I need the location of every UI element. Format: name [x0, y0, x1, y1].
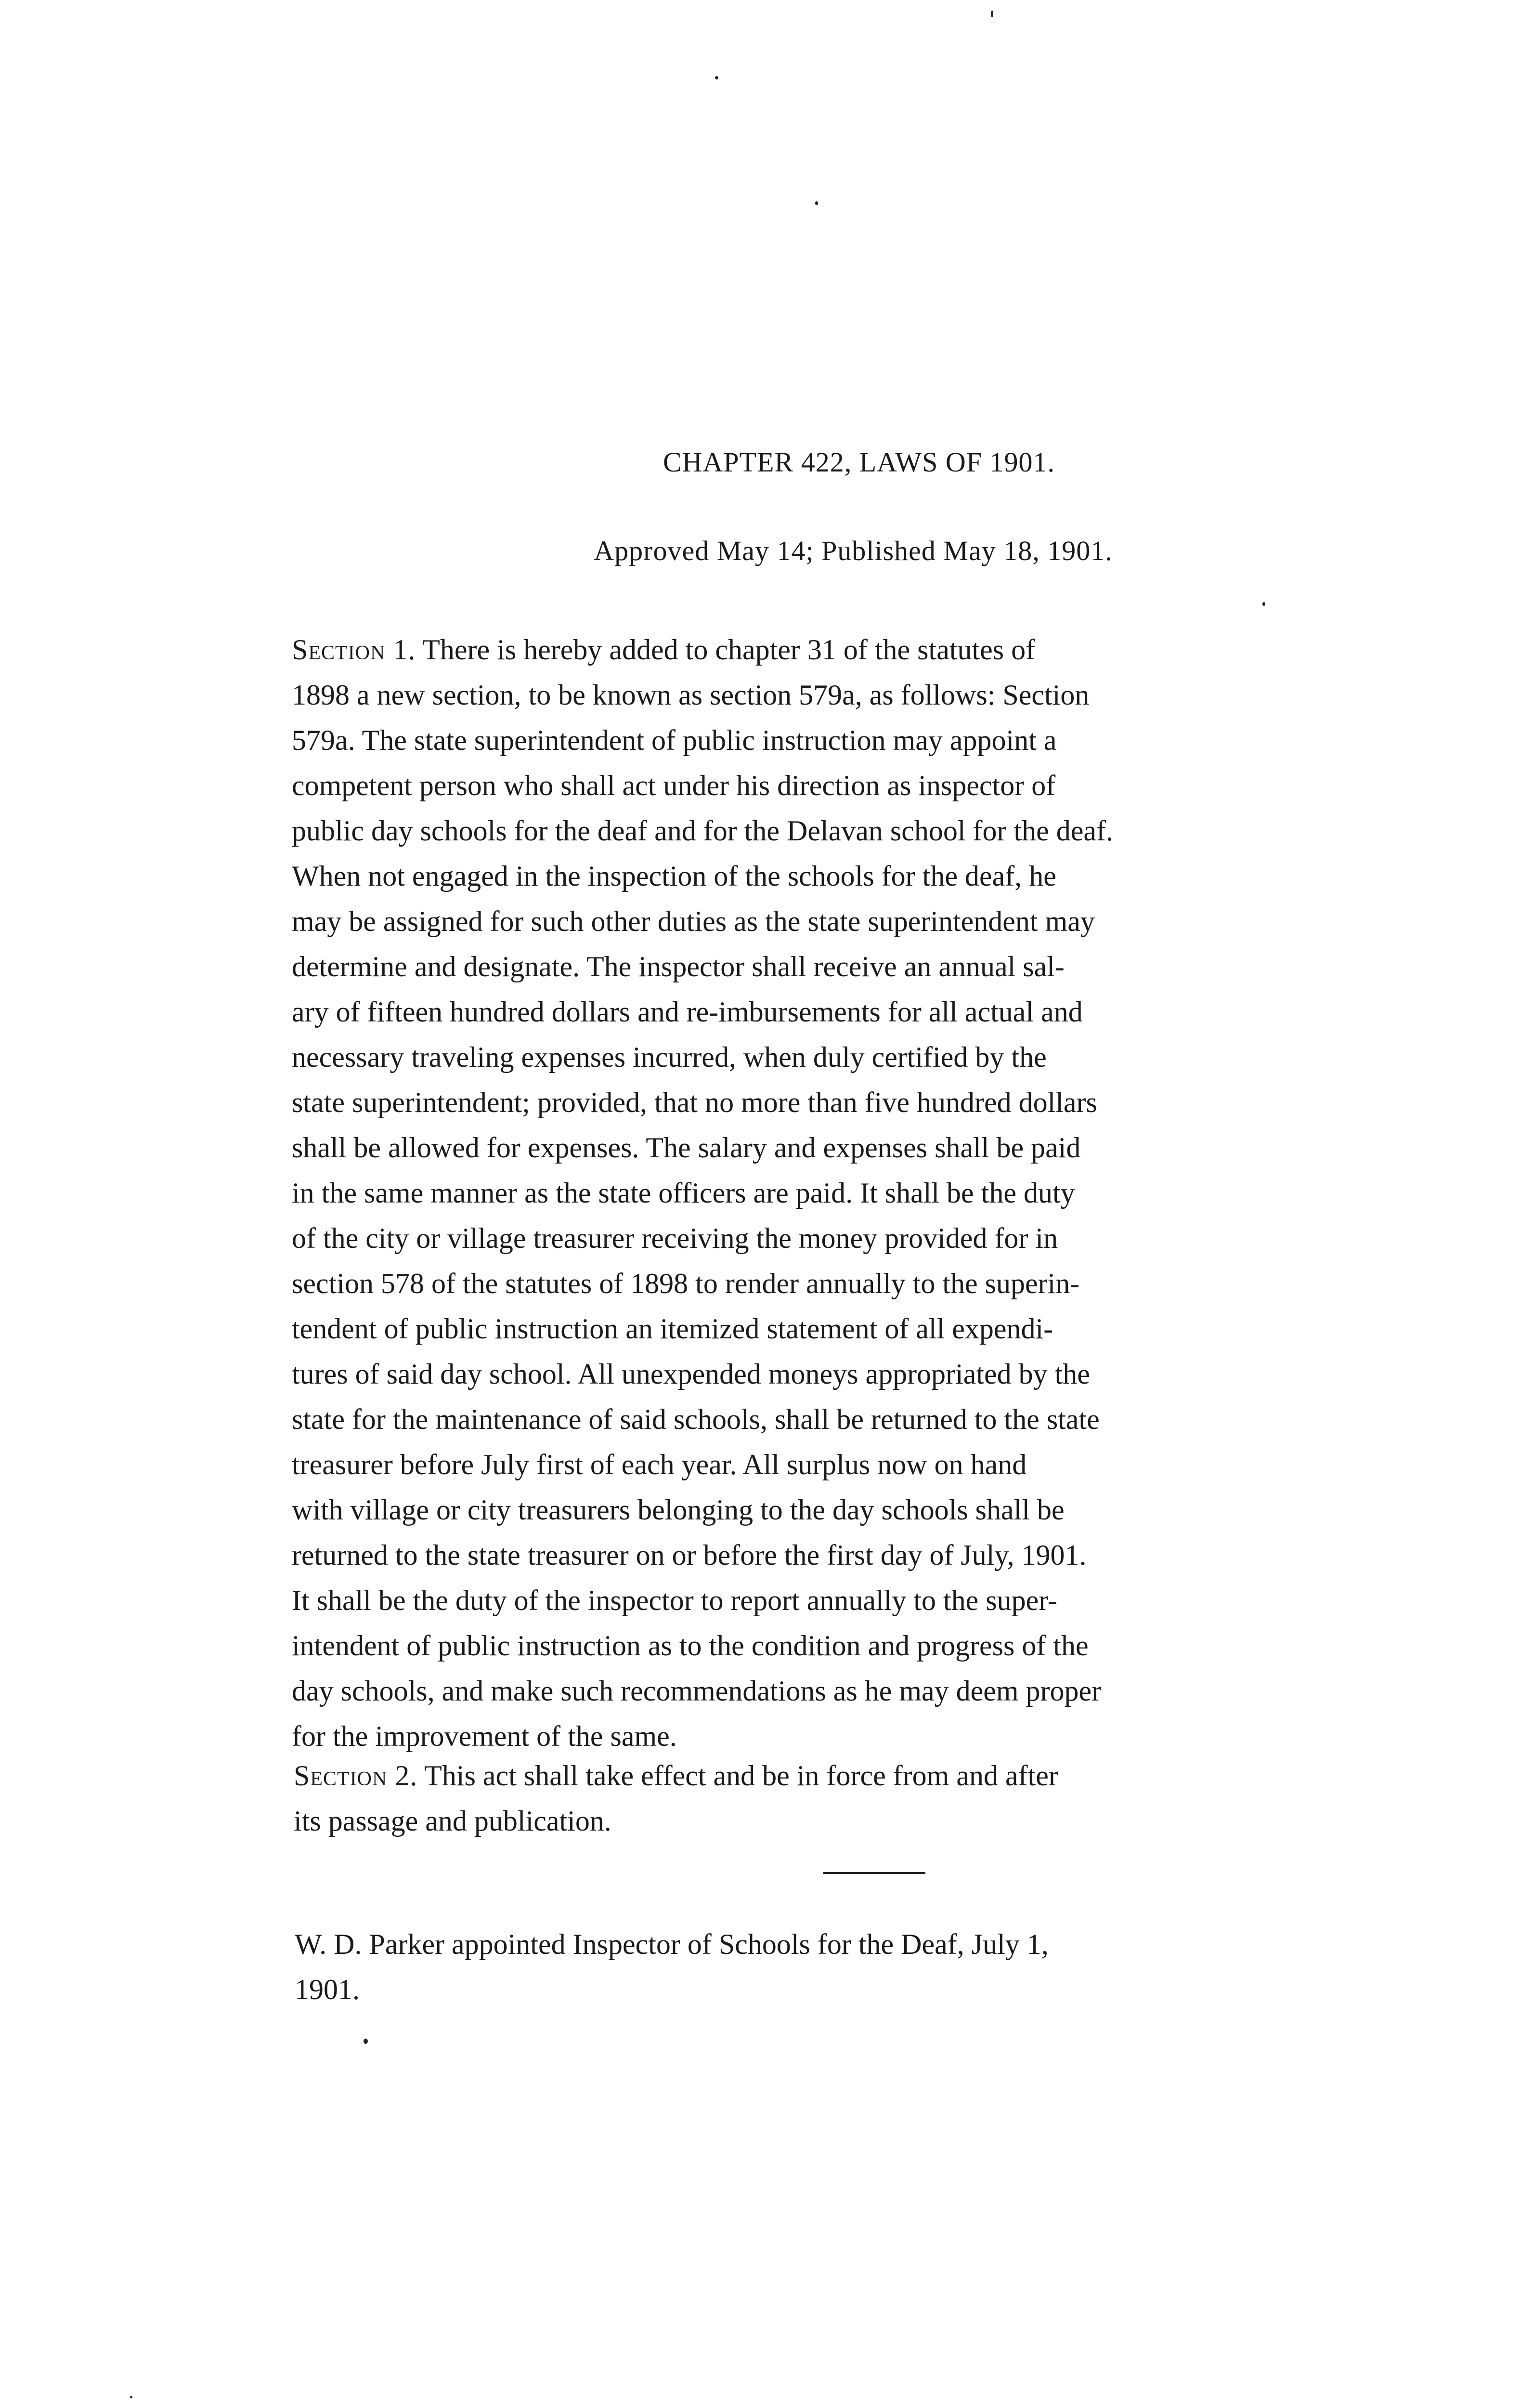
chapter-title: CHAPTER 422, LAWS OF 1901.	[663, 446, 1055, 478]
text-line	[292, 1034, 1442, 1080]
text-line	[292, 808, 1442, 853]
text-line	[292, 899, 1442, 944]
text-line	[292, 1532, 1442, 1578]
text-line	[292, 718, 1442, 763]
section-divider	[823, 1872, 925, 1874]
scan-speck	[1262, 602, 1265, 606]
line-text: 1898 a new section, to be known as section 579a, as follows: Section	[292, 679, 1090, 711]
line-text: state superintendent; provided, that no more than five hundred dollars	[292, 1086, 1097, 1118]
line-text: 579a. The state superintendent of public instruction may appoint a	[292, 724, 1057, 756]
line-text: treasurer before July first of each year. All surplus now on hand	[292, 1449, 1027, 1480]
text-line: 1901.	[295, 1974, 360, 2005]
section-1-paragraph	[292, 627, 1442, 1759]
text-line	[292, 853, 1442, 899]
text-line	[292, 1261, 1442, 1306]
scan-speck	[991, 11, 993, 17]
text-line	[292, 1216, 1442, 1261]
appointment-note	[295, 1922, 1450, 2012]
line-text: of the city or village treasurer receiving the money provided for in	[292, 1222, 1058, 1254]
scan-speck	[364, 2039, 368, 2044]
text-line	[292, 1351, 1442, 1397]
line-text: in the same manner as the state officers are paid. It shall be the duty	[292, 1177, 1075, 1209]
scan-speck	[130, 2396, 132, 2398]
text-line	[292, 1487, 1442, 1532]
line-text: for the improvement of the same.	[292, 1720, 677, 1752]
line-text: ary of fifteen hundred dollars and re-imbursements for all actual and	[292, 996, 1083, 1028]
text-line	[292, 1578, 1442, 1623]
line-text: section 578 of the statutes of 1898 to render annually to the superin-	[292, 1268, 1080, 1299]
line-text: returned to the state treasurer on or before the first day of July, 1901.	[292, 1539, 1087, 1571]
text-line	[292, 1442, 1442, 1487]
line-text: day schools, and make such recommendations as he may deem proper	[292, 1675, 1102, 1707]
line-text: necessary traveling expenses incurred, when duly certified by the	[292, 1041, 1047, 1073]
line-text: tendent of public instruction an itemized statement of all expendi-	[292, 1313, 1053, 1345]
text-line	[294, 1798, 1444, 1844]
text-line	[292, 763, 1442, 808]
text-line	[292, 1080, 1442, 1125]
text-line	[292, 1623, 1442, 1668]
text-line	[292, 1125, 1442, 1170]
scan-speck	[815, 201, 818, 205]
text-line	[292, 1170, 1442, 1216]
approval-line: Approved May 14; Published May 18, 1901.	[594, 535, 1113, 566]
line-text: determine and designate. The inspector shall receive an annual sal-	[292, 951, 1065, 982]
scan-speck	[715, 76, 718, 79]
line-text: may be assigned for such other duties as the state superintendent may	[292, 905, 1095, 937]
line-text: its passage and publication.	[294, 1805, 611, 1837]
section-label: Section 2.	[294, 1760, 418, 1792]
line-text: tures of said day school. All unexpended moneys appropriated by the	[292, 1358, 1090, 1390]
text-line: W. D. Parker appointed Inspector of Schools for the Deaf, July 1,	[295, 1928, 1049, 1960]
line-text: competent person who shall act under his direction as inspector of	[292, 770, 1056, 801]
text-line	[292, 672, 1442, 718]
text-line	[292, 1306, 1442, 1351]
line-text: with village or city treasurers belonging to the day schools shall be	[292, 1494, 1065, 1526]
line-text: intendent of public instruction as to the condition and progress of the	[292, 1630, 1089, 1662]
line-text: shall be allowed for expenses. The salary and expenses shall be paid	[292, 1132, 1081, 1164]
line-text: state for the maintenance of said schools, shall be returned to the state	[292, 1403, 1100, 1435]
line-text: When not engaged in the inspection of the schools for the deaf, he	[292, 860, 1056, 892]
text-line	[292, 1668, 1442, 1714]
text-line	[292, 627, 1442, 672]
section-label: Section 1.	[292, 634, 416, 666]
line-text: It shall be the duty of the inspector to report annually to the super-	[292, 1584, 1058, 1616]
text-line	[292, 1714, 1442, 1759]
line-text: There is hereby added to chapter 31 of the statutes of	[416, 634, 1036, 666]
line-text: public day schools for the deaf and for the Delavan school for the deaf.	[292, 815, 1114, 847]
text-line	[294, 1753, 1444, 1798]
text-line	[292, 989, 1442, 1034]
text-line	[292, 944, 1442, 989]
line-text: This act shall take effect and be in force from and after	[417, 1760, 1058, 1792]
section-2-paragraph	[294, 1753, 1444, 1844]
text-line	[292, 1397, 1442, 1442]
